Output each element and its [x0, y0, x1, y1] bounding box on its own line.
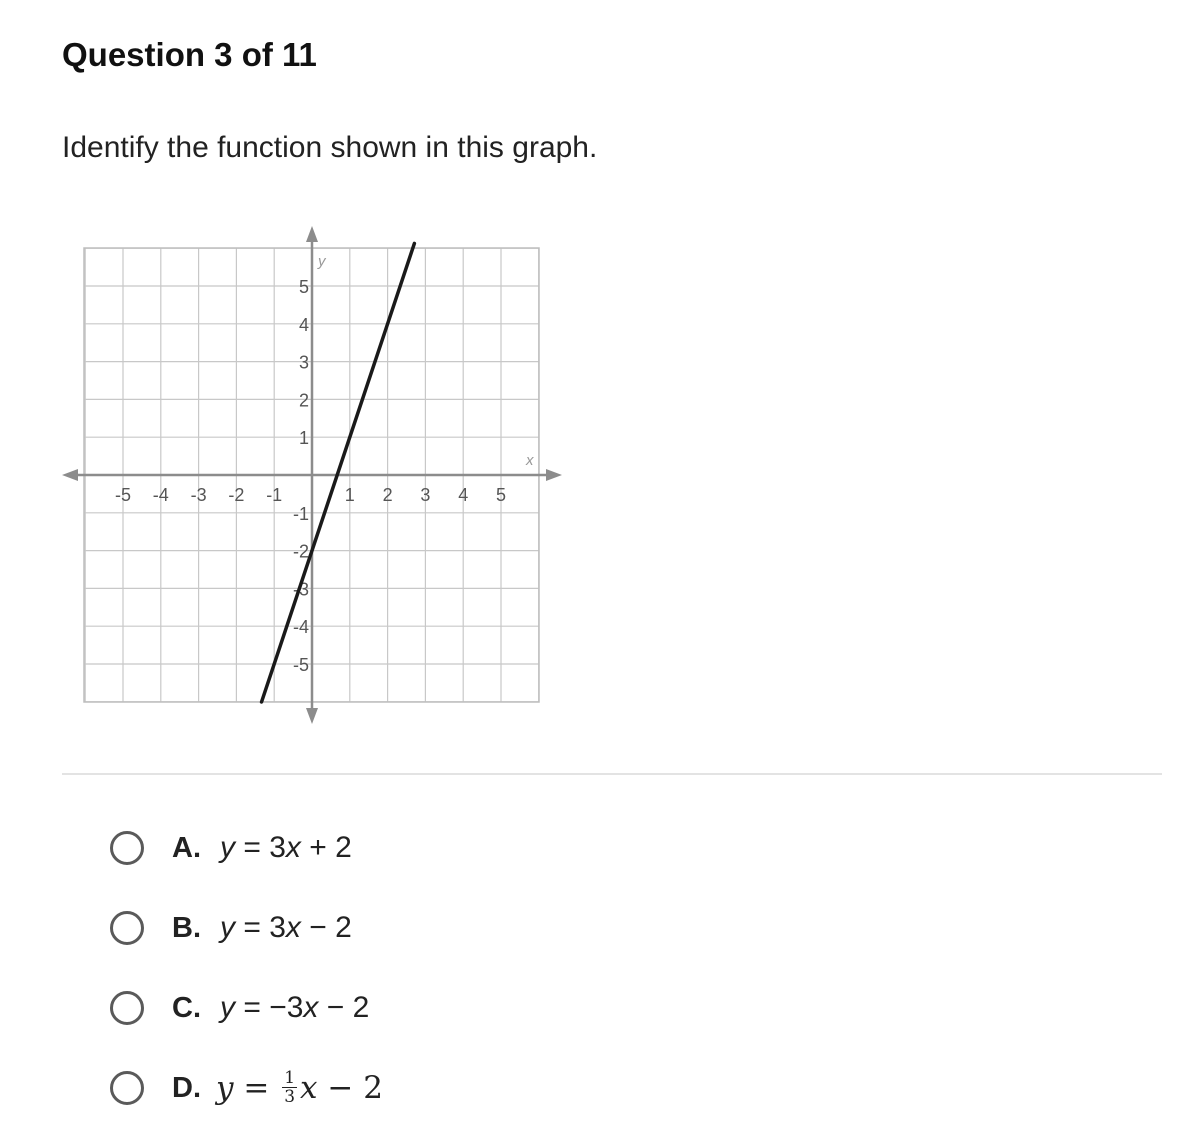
- x-axis-arrow-left: [62, 469, 78, 481]
- eq-var-x: x: [303, 991, 319, 1024]
- y-tick-label: 4: [298, 314, 309, 335]
- eq-part: + 2: [309, 831, 352, 864]
- graph-svg: [56, 222, 576, 732]
- y-tick-label: -5: [292, 655, 309, 675]
- x-tick-label: -3: [190, 485, 207, 505]
- eq-part: =: [243, 1070, 270, 1106]
- y-tick-label: -4: [292, 617, 309, 638]
- choice-letter: C.: [172, 992, 201, 1024]
- y-tick-label: 3: [298, 352, 309, 373]
- fraction: [282, 1069, 297, 1106]
- x-tick-label: 3: [420, 485, 431, 505]
- y-tick-label: 5: [298, 277, 309, 297]
- eq-var-y: y: [220, 911, 235, 944]
- eq-var-x: x: [285, 911, 301, 944]
- choice-letter: D.: [172, 1072, 201, 1104]
- choice-letter: B.: [172, 912, 201, 944]
- radio-button-d[interactable]: [110, 1071, 144, 1105]
- choice-letter: A.: [172, 832, 201, 864]
- coordinate-graph: [56, 222, 576, 732]
- x-tick-label: 4: [458, 485, 469, 505]
- y-tick-label: -1: [292, 503, 309, 524]
- x-tick-label: 1: [344, 485, 355, 505]
- y-tick-label: 2: [298, 390, 309, 411]
- choice-a[interactable]: [108, 820, 808, 880]
- choice-equation: [216, 1066, 383, 1110]
- choice-c[interactable]: [108, 980, 808, 1040]
- radio-button-c[interactable]: [110, 991, 144, 1025]
- divider: [62, 773, 1162, 775]
- y-axis-arrow-up: [306, 226, 318, 242]
- choice-equation: [220, 989, 369, 1027]
- x-tick-label: 5: [495, 485, 507, 505]
- fraction-numerator: 1: [284, 1068, 296, 1088]
- x-tick-label: -1: [266, 485, 283, 505]
- question-title: Question 3 of 11: [62, 36, 317, 73]
- y-axis-label: y: [318, 253, 326, 270]
- eq-part: = 3: [243, 831, 286, 864]
- question-prompt: Identify the function shown in this graph.: [62, 131, 598, 164]
- radio-button-a[interactable]: [110, 831, 144, 865]
- choice-equation: [220, 909, 352, 947]
- eq-part: − 2: [326, 991, 370, 1024]
- eq-part: − 2: [327, 1070, 383, 1106]
- y-tick-label: -3: [292, 579, 309, 600]
- choice-d[interactable]: [108, 1060, 808, 1120]
- eq-var-x: x: [300, 1070, 318, 1106]
- eq-var-y: y: [220, 991, 235, 1024]
- eq-var-y: y: [220, 831, 235, 864]
- x-tick-label: -4: [152, 485, 169, 505]
- function-line: [262, 243, 415, 702]
- x-axis-arrow-right: [546, 469, 562, 481]
- y-axis-arrow-down: [306, 708, 318, 724]
- x-axis-label: x: [526, 452, 534, 469]
- x-tick-label: 2: [382, 485, 393, 505]
- eq-part: = 3: [243, 911, 286, 944]
- y-tick-label: 1: [298, 428, 309, 449]
- y-tick-label: -2: [292, 541, 309, 562]
- eq-part: − 2: [309, 911, 352, 944]
- choice-b[interactable]: [108, 900, 808, 960]
- radio-button-b[interactable]: [110, 911, 144, 945]
- x-tick-label: -2: [228, 485, 245, 505]
- eq-var-x: x: [285, 831, 301, 864]
- choice-equation: [220, 829, 352, 867]
- eq-part: = −3: [243, 991, 304, 1024]
- x-tick-label: -5: [114, 485, 132, 505]
- eq-var-y: y: [216, 1070, 234, 1106]
- fraction-denominator: 3: [284, 1087, 296, 1107]
